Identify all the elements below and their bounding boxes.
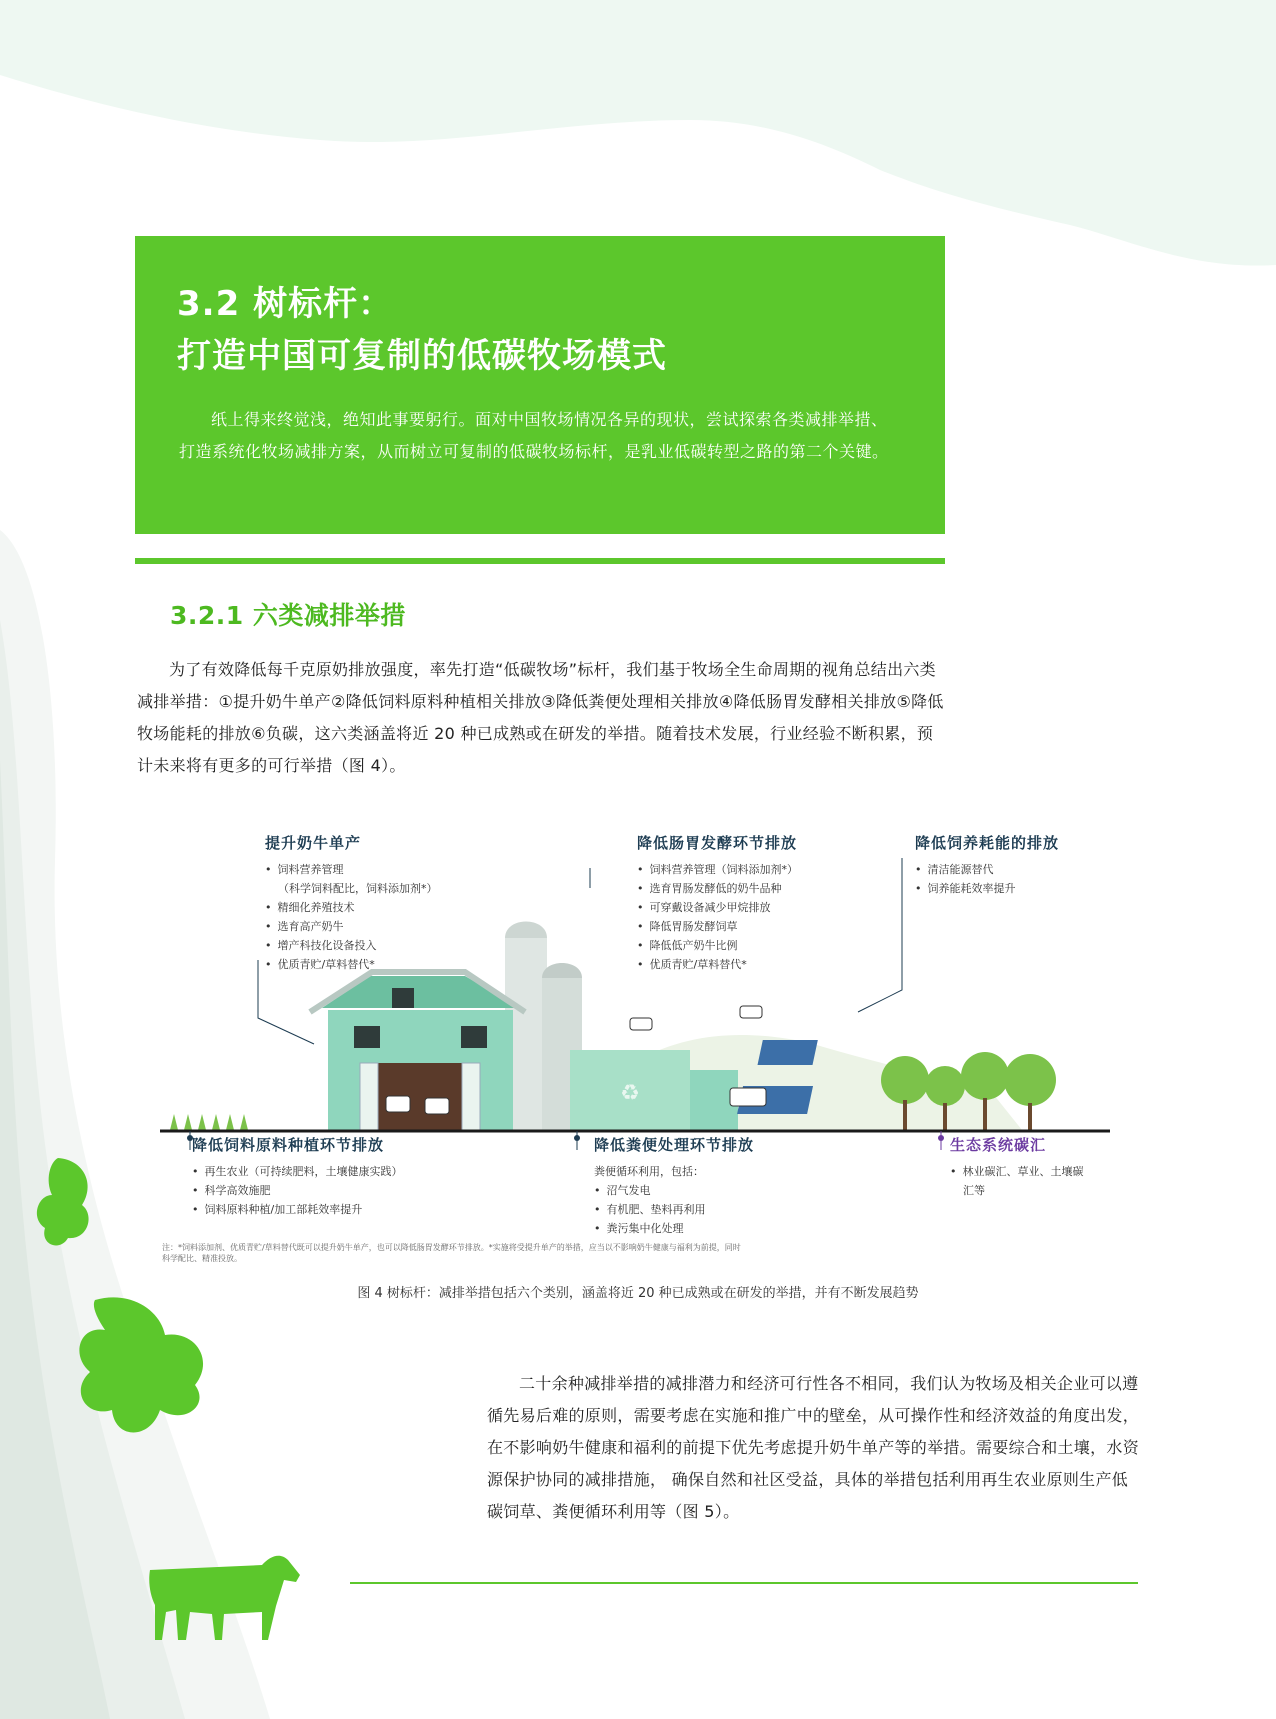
- intro-paragraph: 纸上得来终觉浅，绝知此事要躬行。面对中国牧场情况各异的现状，尝试探索各类减排举措、打造系统化牧场减排方案，从而树立可复制的低碳牧场标杆，是乳业低碳转型之路的第二个关键。: [179, 410, 889, 461]
- list-item: • 粪污集中化处理: [594, 1219, 706, 1238]
- paragraph-text: 二十余种减排举措的减排潜力和经济可行性各不相同，我们认为牧场及相关企业可以遵循先易后难的原则，需要考虑在实施和推广中的壁垒，从可操作性和经济效益的角度出发，在不影响奶牛健康和福利的前提下优先考虑提升奶牛单产等的举措。需要综合和土壤，水资源保护协同的减排措施， 确保自然和社区受益，具体的举措包括利用再生农业原则生产低碳饲草、粪便循环利用等（图 5）。: [487, 1374, 1140, 1521]
- list-item: • 可穿戴设备减少甲烷排放: [637, 898, 798, 917]
- solar-panel-icon: [757, 1040, 817, 1065]
- paragraph-text: 为了有效降低每千克原奶排放强度，率先打造“低碳牧场”标杆，我们基于牧场全生命周期的视角总结出六类减排举措：①提升奶牛单产②降低饲料原料种植相关排放③降低粪便处理相关排放④降低肠胃发酵相关排放⑤降低牧场能耗的排放⑥负碳，这六类涵盖将近 20 种已成熟或在研发的举措。随着技术发展，行业经验不断积累，预计未来将有更多的可行举措（图 4）。: [137, 660, 944, 775]
- group-list-yield: [265, 860, 438, 974]
- group-list-sink: [950, 1162, 1084, 1200]
- subsection-title: 3.2.1 六类减排举措: [170, 601, 406, 630]
- list-item: • 饲养能耗效率提升: [915, 879, 1016, 898]
- list-item: • 清洁能源替代: [915, 860, 1016, 879]
- divider-top: [135, 558, 945, 564]
- list-item: • 再生农业（可持续肥料，土壤健康实践）: [192, 1162, 403, 1181]
- list-item: • 优质青贮/草料替代*: [265, 955, 438, 974]
- title-line-1: 3.2 树标杆：: [177, 284, 394, 324]
- group-title-enteric: 降低肠胃发酵环节排放: [637, 834, 798, 852]
- body-paragraph-2: [487, 1368, 1142, 1528]
- list-item: • 科学高效施肥: [192, 1181, 403, 1200]
- list-item: （科学饲料配比，饲料添加剂*）: [278, 882, 438, 895]
- group-list-manure: [594, 1162, 706, 1238]
- top-mint-wave: [0, 0, 1276, 266]
- list-item: • 降低低产奶牛比例: [637, 936, 798, 955]
- list-item: • 优质青贮/草料替代*: [637, 955, 798, 974]
- group-list-feed: [192, 1162, 403, 1219]
- group-title-energy: 降低饲养耗能的排放: [915, 834, 1060, 852]
- figure-caption: 图 4 树标杆：减排举措包括六个类别，涵盖将近 20 种已成熟或在研发的举措，并有不断发展趋势: [357, 1286, 919, 1301]
- list-item: • 饲料营养管理（饲料添加剂*）: [637, 860, 798, 879]
- list-item: • 降低胃肠发酵饲草: [637, 917, 798, 936]
- list-item: • 选育胃肠发酵低的奶牛品种: [637, 879, 798, 898]
- figure-footnote: 注：*饲料添加剂、优质青贮/草料替代既可以提升奶牛单产，也可以降低肠胃发酵环节排放。*实施将受提升单产的举措，应当以不影响奶牛健康与福利为前提，同时科学配比、精准投放。: [162, 1243, 741, 1263]
- list-item: 汇等: [963, 1184, 985, 1197]
- list-item: • 选育高产奶牛: [265, 917, 438, 936]
- list-item: • 增产科技化设备投入: [265, 936, 438, 955]
- body-paragraph-1: [137, 654, 945, 782]
- crops-icon: [170, 1114, 248, 1130]
- list-item: • 饲料原料种植/加工部耗效率提升: [192, 1200, 403, 1219]
- list-item: • 饲料营养管理: [265, 860, 438, 879]
- list-item: • 精细化养殖技术: [265, 898, 438, 917]
- list-item: • 沼气发电: [594, 1181, 706, 1200]
- group-title-yield: 提升奶牛单产: [265, 834, 362, 852]
- group-title-sink: 生态系统碳汇: [950, 1136, 1047, 1154]
- divider-bottom: [350, 1582, 1138, 1584]
- list-item: • 有机肥、垫料再利用: [594, 1200, 706, 1219]
- intro-text: [179, 404, 899, 468]
- title-line-2: 打造中国可复制的低碳牧场模式: [177, 336, 667, 376]
- group-list-energy: [915, 860, 1016, 898]
- group-title-manure: 降低粪便处理环节排放: [594, 1136, 755, 1154]
- section-header-box: [135, 236, 945, 534]
- list-item: • 林业碳汇、草业、土壤碳: [950, 1162, 1084, 1181]
- page-title: [177, 278, 667, 382]
- group-title-feed: 降低饲料原料种植环节排放: [192, 1136, 385, 1154]
- recycle-icon: ♻: [620, 1081, 640, 1106]
- list-intro: 粪便循环利用，包括：: [594, 1165, 704, 1178]
- group-list-enteric: [637, 860, 798, 974]
- figure-4: [160, 818, 1110, 1263]
